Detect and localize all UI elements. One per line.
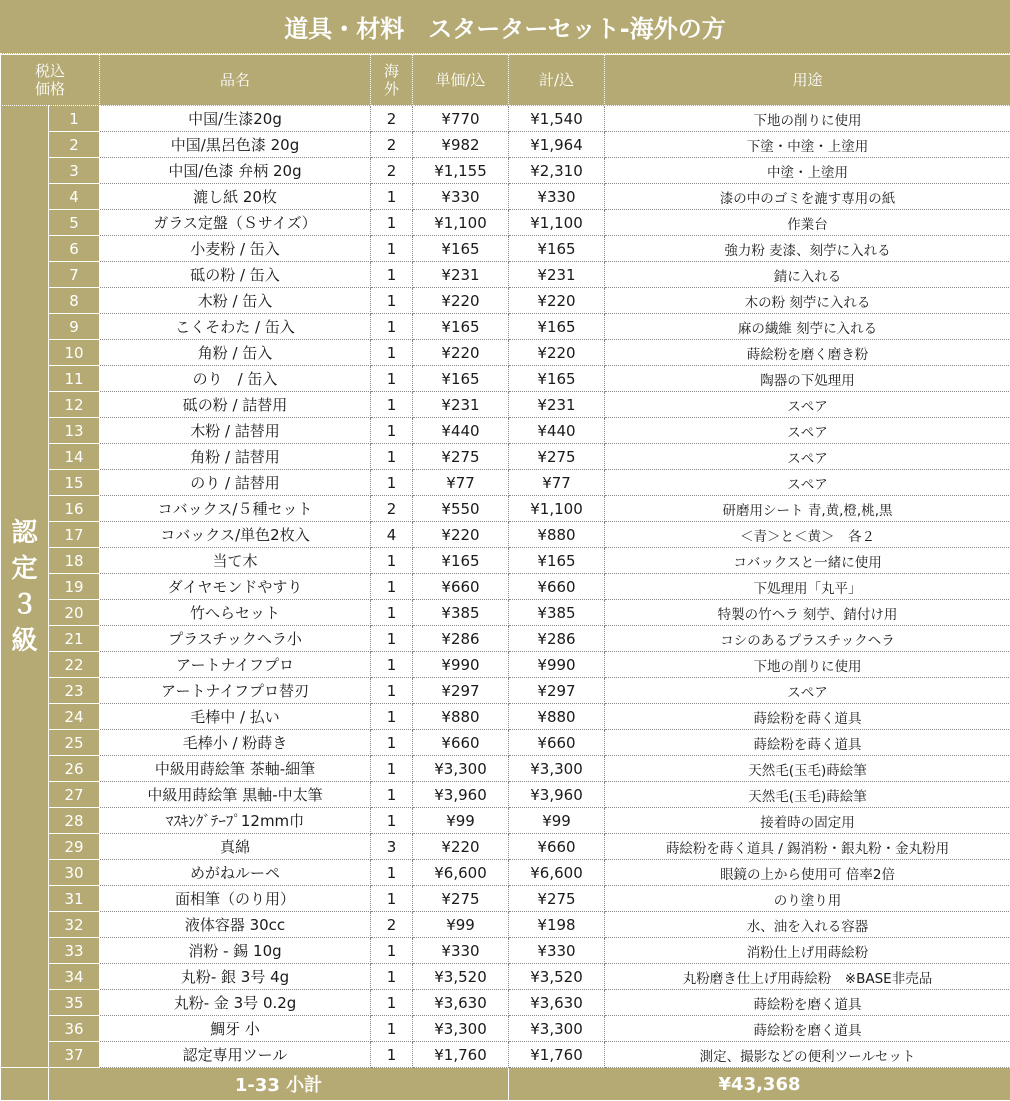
item-number: 6	[49, 236, 100, 262]
table-row	[1, 782, 1010, 808]
table-row	[1, 184, 1010, 210]
item-name: アートナイフプロ替刃	[100, 678, 371, 704]
item-total: ¥3,630	[509, 990, 605, 1016]
subtotal-spacer	[1, 1068, 49, 1101]
item-use: 眼鏡の上から使用可 倍率2倍	[605, 860, 1010, 886]
item-total: ¥330	[509, 938, 605, 964]
item-name: 中級用蒔絵筆 黒軸-中太筆	[100, 782, 371, 808]
item-qty: 1	[371, 652, 413, 678]
item-unit-price: ¥286	[413, 626, 509, 652]
table-row	[1, 444, 1010, 470]
item-total: ¥6,600	[509, 860, 605, 886]
item-name: 毛棒中 / 払い	[100, 704, 371, 730]
item-name: 中国/黒呂色漆 20g	[100, 132, 371, 158]
item-name: 消粉 - 錫 10g	[100, 938, 371, 964]
table-row	[1, 704, 1010, 730]
item-name: 木粉 / 缶入	[100, 288, 371, 314]
item-total: ¥1,964	[509, 132, 605, 158]
item-total: ¥286	[509, 626, 605, 652]
item-total: ¥660	[509, 834, 605, 860]
item-number: 20	[49, 600, 100, 626]
item-name: コバックス/単色2枚入	[100, 522, 371, 548]
table-row	[1, 730, 1010, 756]
item-unit-price: ¥3,630	[413, 990, 509, 1016]
item-qty: 1	[371, 886, 413, 912]
item-qty: 1	[371, 184, 413, 210]
item-total: ¥198	[509, 912, 605, 938]
item-number: 3	[49, 158, 100, 184]
item-total: ¥880	[509, 704, 605, 730]
item-qty: 1	[371, 938, 413, 964]
item-qty: 1	[371, 366, 413, 392]
item-name: 面相筆（のり用）	[100, 886, 371, 912]
item-number: 13	[49, 418, 100, 444]
item-use: 木の粉 刻苧に入れる	[605, 288, 1010, 314]
item-unit-price: ¥550	[413, 496, 509, 522]
item-total: ¥165	[509, 548, 605, 574]
item-qty: 3	[371, 834, 413, 860]
item-total: ¥1,100	[509, 210, 605, 236]
table-row	[1, 340, 1010, 366]
item-unit-price: ¥275	[413, 444, 509, 470]
item-qty: 2	[371, 158, 413, 184]
item-qty: 1	[371, 262, 413, 288]
item-use: のり塗り用	[605, 886, 1010, 912]
item-number: 9	[49, 314, 100, 340]
item-name: 角粉 / 詰替用	[100, 444, 371, 470]
item-number: 22	[49, 652, 100, 678]
item-number: 7	[49, 262, 100, 288]
item-number: 21	[49, 626, 100, 652]
item-use: スペア	[605, 470, 1010, 496]
item-unit-price: ¥385	[413, 600, 509, 626]
item-unit-price: ¥297	[413, 678, 509, 704]
item-unit-price: ¥220	[413, 340, 509, 366]
item-use: 天然毛(玉毛)蒔絵筆	[605, 782, 1010, 808]
table-row	[1, 834, 1010, 860]
table-row	[1, 496, 1010, 522]
table-row	[1, 678, 1010, 704]
item-total: ¥1,100	[509, 496, 605, 522]
item-unit-price: ¥330	[413, 938, 509, 964]
table-row	[1, 626, 1010, 652]
item-total: ¥990	[509, 652, 605, 678]
item-number: 2	[49, 132, 100, 158]
item-total: ¥1,760	[509, 1042, 605, 1068]
item-qty: 1	[371, 314, 413, 340]
item-name: 竹へらセット	[100, 600, 371, 626]
item-use: 下塗・中塗・上塗用	[605, 132, 1010, 158]
table-row	[1, 158, 1010, 184]
item-qty: 1	[371, 756, 413, 782]
item-number: 4	[49, 184, 100, 210]
item-total: ¥165	[509, 366, 605, 392]
item-qty: 1	[371, 548, 413, 574]
item-unit-price: ¥982	[413, 132, 509, 158]
item-name: 鯛牙 小	[100, 1016, 371, 1042]
item-name: 小麦粉 / 缶入	[100, 236, 371, 262]
item-name: 真綿	[100, 834, 371, 860]
item-qty: 1	[371, 340, 413, 366]
item-number: 16	[49, 496, 100, 522]
item-number: 26	[49, 756, 100, 782]
table-row	[1, 132, 1010, 158]
header-use: 用途	[605, 55, 1010, 106]
item-use: 水、油を入れる容器	[605, 912, 1010, 938]
item-use: 天然毛(玉毛)蒔絵筆	[605, 756, 1010, 782]
item-name: ﾏｽｷﾝｸﾞﾃｰﾌﾟ12mm巾	[100, 808, 371, 834]
item-name: のり / 缶入	[100, 366, 371, 392]
header-total: 計/込	[509, 55, 605, 106]
item-number: 5	[49, 210, 100, 236]
item-name: 液体容器 30cc	[100, 912, 371, 938]
table-row	[1, 262, 1010, 288]
item-total: ¥440	[509, 418, 605, 444]
item-number: 17	[49, 522, 100, 548]
item-total: ¥3,520	[509, 964, 605, 990]
item-total: ¥165	[509, 236, 605, 262]
table-row	[1, 938, 1010, 964]
table-row	[1, 860, 1010, 886]
item-number: 29	[49, 834, 100, 860]
item-qty: 1	[371, 860, 413, 886]
item-name: のり / 詰替用	[100, 470, 371, 496]
item-qty: 1	[371, 470, 413, 496]
item-unit-price: ¥3,300	[413, 756, 509, 782]
header-name: 品名	[100, 55, 371, 106]
item-qty: 1	[371, 678, 413, 704]
item-use: 丸粉磨き仕上げ用蒔絵粉 ※BASE非売品	[605, 964, 1010, 990]
table-row	[1, 366, 1010, 392]
item-use: 測定、撮影などの便利ツールセット	[605, 1042, 1010, 1068]
item-total: ¥275	[509, 886, 605, 912]
item-qty: 1	[371, 210, 413, 236]
item-unit-price: ¥1,760	[413, 1042, 509, 1068]
item-name: 砥の粉 / 缶入	[100, 262, 371, 288]
item-unit-price: ¥3,300	[413, 1016, 509, 1042]
item-unit-price: ¥330	[413, 184, 509, 210]
table-row	[1, 964, 1010, 990]
subtotal-row	[1, 1068, 1010, 1101]
item-qty: 2	[371, 496, 413, 522]
item-qty: 1	[371, 626, 413, 652]
table-row	[1, 392, 1010, 418]
item-unit-price: ¥660	[413, 574, 509, 600]
table-row	[1, 288, 1010, 314]
item-use: 蒔絵粉を蒔く道具	[605, 730, 1010, 756]
item-qty: 1	[371, 600, 413, 626]
item-name: 丸粉- 銀 3号 4g	[100, 964, 371, 990]
item-number: 10	[49, 340, 100, 366]
item-use: 蒔絵粉を磨く磨き粉	[605, 340, 1010, 366]
item-use: 作業台	[605, 210, 1010, 236]
item-number: 8	[49, 288, 100, 314]
item-name: 丸粉- 金 3号 0.2g	[100, 990, 371, 1016]
header-tax-price: 税込 価格	[1, 55, 100, 106]
item-total: ¥1,540	[509, 106, 605, 132]
item-qty: 2	[371, 912, 413, 938]
item-name: 木粉 / 詰替用	[100, 418, 371, 444]
item-number: 37	[49, 1042, 100, 1068]
item-number: 33	[49, 938, 100, 964]
item-total: ¥220	[509, 288, 605, 314]
item-number: 36	[49, 1016, 100, 1042]
item-name: 中国/色漆 弁柄 20g	[100, 158, 371, 184]
table-row	[1, 418, 1010, 444]
item-unit-price: ¥165	[413, 548, 509, 574]
item-unit-price: ¥3,960	[413, 782, 509, 808]
item-use: 下地の削りに使用	[605, 106, 1010, 132]
item-total: ¥99	[509, 808, 605, 834]
table-row	[1, 314, 1010, 340]
item-total: ¥165	[509, 314, 605, 340]
item-number: 30	[49, 860, 100, 886]
item-number: 12	[49, 392, 100, 418]
table-row	[1, 652, 1010, 678]
table-row	[1, 470, 1010, 496]
table-row	[1, 106, 1010, 132]
item-unit-price: ¥1,155	[413, 158, 509, 184]
item-name: コバックス/５種セット	[100, 496, 371, 522]
item-use: 接着時の固定用	[605, 808, 1010, 834]
item-unit-price: ¥275	[413, 886, 509, 912]
item-total: ¥880	[509, 522, 605, 548]
item-name: 毛棒小 / 粉蒔き	[100, 730, 371, 756]
item-unit-price: ¥220	[413, 834, 509, 860]
page-title: 道具・材料 スターターセット-海外の方	[0, 0, 1010, 54]
table-row	[1, 1042, 1010, 1068]
item-number: 27	[49, 782, 100, 808]
item-use: 下処理用「丸平」	[605, 574, 1010, 600]
header-overseas: 海 外	[371, 55, 413, 106]
item-total: ¥3,960	[509, 782, 605, 808]
item-unit-price: ¥220	[413, 522, 509, 548]
item-qty: 1	[371, 392, 413, 418]
item-use: 蒔絵粉を磨く道具	[605, 990, 1010, 1016]
item-use: 研磨用シート 青,黄,橙,桃,黒	[605, 496, 1010, 522]
item-qty: 1	[371, 704, 413, 730]
item-number: 18	[49, 548, 100, 574]
item-total: ¥231	[509, 392, 605, 418]
item-qty: 1	[371, 418, 413, 444]
item-unit-price: ¥1,100	[413, 210, 509, 236]
item-name: 砥の粉 / 詰替用	[100, 392, 371, 418]
item-use: スペア	[605, 418, 1010, 444]
item-qty: 1	[371, 574, 413, 600]
item-number: 34	[49, 964, 100, 990]
item-total: ¥660	[509, 730, 605, 756]
item-name: こくそわた / 缶入	[100, 314, 371, 340]
item-number: 14	[49, 444, 100, 470]
item-name: ダイヤモンドやすり	[100, 574, 371, 600]
item-use: スペア	[605, 444, 1010, 470]
item-unit-price: ¥990	[413, 652, 509, 678]
item-name: 認定専用ツール	[100, 1042, 371, 1068]
table-row	[1, 236, 1010, 262]
table-row	[1, 600, 1010, 626]
table-row	[1, 886, 1010, 912]
item-qty: 4	[371, 522, 413, 548]
item-qty: 1	[371, 964, 413, 990]
item-use: ＜青＞と＜黄＞ 各２	[605, 522, 1010, 548]
table-row	[1, 1016, 1010, 1042]
table-row	[1, 808, 1010, 834]
item-unit-price: ¥99	[413, 808, 509, 834]
item-name: 中級用蒔絵筆 茶軸-細筆	[100, 756, 371, 782]
item-unit-price: ¥660	[413, 730, 509, 756]
item-use: 下地の削りに使用	[605, 652, 1010, 678]
item-name: 漉し紙 20枚	[100, 184, 371, 210]
item-total: ¥297	[509, 678, 605, 704]
table-row	[1, 912, 1010, 938]
item-unit-price: ¥3,520	[413, 964, 509, 990]
item-number: 31	[49, 886, 100, 912]
header-row	[1, 55, 1010, 106]
item-use: 消粉仕上げ用蒔絵粉	[605, 938, 1010, 964]
item-use: スペア	[605, 392, 1010, 418]
item-use: 中塗・上塗用	[605, 158, 1010, 184]
item-use: コバックスと一緒に使用	[605, 548, 1010, 574]
item-number: 35	[49, 990, 100, 1016]
item-total: ¥330	[509, 184, 605, 210]
item-unit-price: ¥165	[413, 314, 509, 340]
item-total: ¥3,300	[509, 1016, 605, 1042]
item-qty: 1	[371, 1042, 413, 1068]
item-number: 24	[49, 704, 100, 730]
item-name: 中国/生漆20g	[100, 106, 371, 132]
item-qty: 1	[371, 782, 413, 808]
item-total: ¥220	[509, 340, 605, 366]
item-unit-price: ¥880	[413, 704, 509, 730]
table-row	[1, 522, 1010, 548]
item-qty: 2	[371, 106, 413, 132]
item-use: 蒔絵粉を蒔く道具 / 錫消粉・銀丸粉・金丸粉用	[605, 834, 1010, 860]
rank-label: 認 定 ３ 級	[1, 106, 49, 1068]
subtotal-value: ¥43,368	[509, 1068, 1010, 1101]
item-total: ¥231	[509, 262, 605, 288]
item-qty: 1	[371, 730, 413, 756]
item-use: スペア	[605, 678, 1010, 704]
item-qty: 1	[371, 288, 413, 314]
item-use: 麻の繊維 刻苧に入れる	[605, 314, 1010, 340]
item-unit-price: ¥99	[413, 912, 509, 938]
item-unit-price: ¥440	[413, 418, 509, 444]
item-qty: 1	[371, 808, 413, 834]
item-name: アートナイフプロ	[100, 652, 371, 678]
item-unit-price: ¥77	[413, 470, 509, 496]
item-use: 陶器の下処理用	[605, 366, 1010, 392]
item-unit-price: ¥770	[413, 106, 509, 132]
table-row	[1, 756, 1010, 782]
table-row	[1, 548, 1010, 574]
item-number: 28	[49, 808, 100, 834]
item-unit-price: ¥165	[413, 366, 509, 392]
item-unit-price: ¥165	[413, 236, 509, 262]
item-total: ¥3,300	[509, 756, 605, 782]
item-qty: 1	[371, 236, 413, 262]
item-use: 蒔絵粉を磨く道具	[605, 1016, 1010, 1042]
item-total: ¥2,310	[509, 158, 605, 184]
item-name: プラスチックヘラ小	[100, 626, 371, 652]
item-name: めがねルーペ	[100, 860, 371, 886]
item-qty: 1	[371, 990, 413, 1016]
item-use: 特製の竹ヘラ 刻苧、錆付け用	[605, 600, 1010, 626]
item-use: コシのあるプラスチックヘラ	[605, 626, 1010, 652]
item-use: 強力粉 麦漆、刻苧に入れる	[605, 236, 1010, 262]
item-qty: 1	[371, 444, 413, 470]
item-qty: 2	[371, 132, 413, 158]
item-number: 11	[49, 366, 100, 392]
item-unit-price: ¥231	[413, 262, 509, 288]
item-number: 25	[49, 730, 100, 756]
item-use: 錆に入れる	[605, 262, 1010, 288]
item-use: 漆の中のゴミを漉す専用の紙	[605, 184, 1010, 210]
item-total: ¥660	[509, 574, 605, 600]
table-row	[1, 574, 1010, 600]
header-unit-price: 単価/込	[413, 55, 509, 106]
item-name: ガラス定盤（Ｓサイズ）	[100, 210, 371, 236]
item-use: 蒔絵粉を蒔く道具	[605, 704, 1010, 730]
item-unit-price: ¥6,600	[413, 860, 509, 886]
item-total: ¥385	[509, 600, 605, 626]
item-number: 23	[49, 678, 100, 704]
subtotal-label: 1-33 小計	[49, 1068, 509, 1101]
item-total: ¥77	[509, 470, 605, 496]
table-row	[1, 990, 1010, 1016]
item-name: 当て木	[100, 548, 371, 574]
item-name: 角粉 / 缶入	[100, 340, 371, 366]
items-table	[0, 54, 1010, 1101]
item-total: ¥275	[509, 444, 605, 470]
item-qty: 1	[371, 1016, 413, 1042]
item-number: 32	[49, 912, 100, 938]
item-unit-price: ¥220	[413, 288, 509, 314]
item-number: 19	[49, 574, 100, 600]
item-number: 15	[49, 470, 100, 496]
table-row	[1, 210, 1010, 236]
item-number: 1	[49, 106, 100, 132]
item-unit-price: ¥231	[413, 392, 509, 418]
